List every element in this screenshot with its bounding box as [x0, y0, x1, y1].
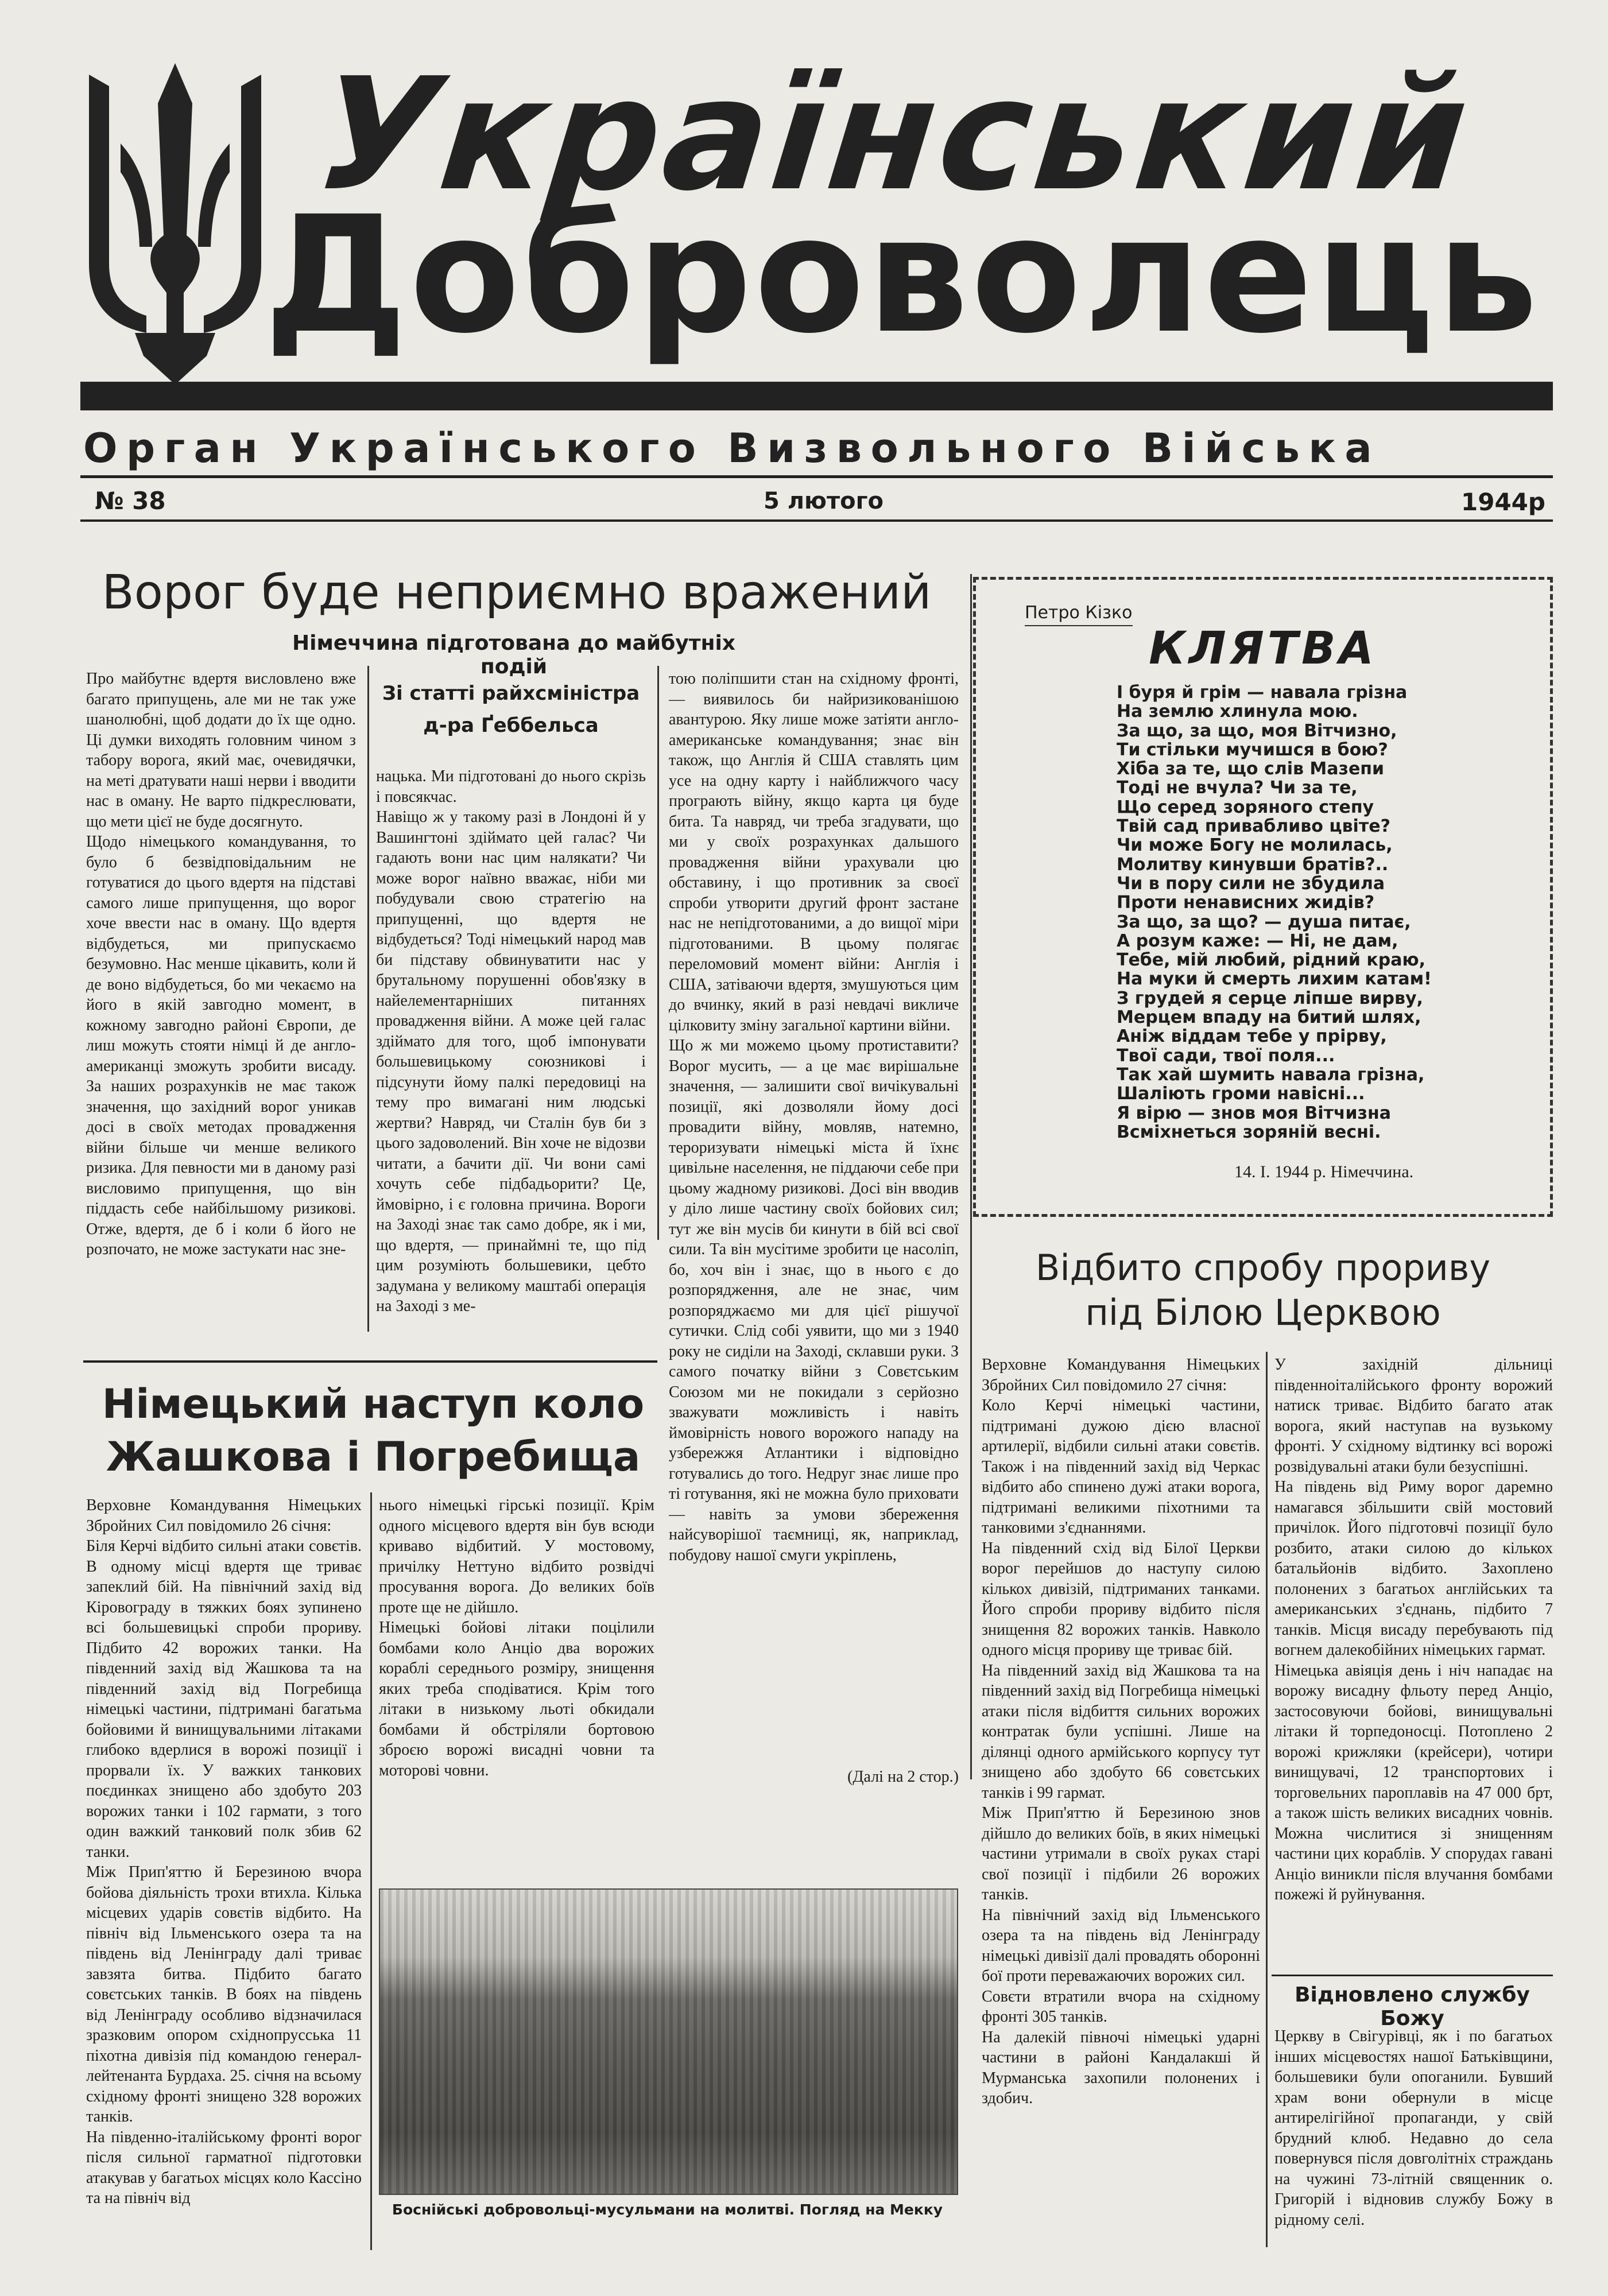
- poem-line: На землю хлинула мою.: [1117, 701, 1358, 722]
- poem-line: Чи в пору сили не збудила: [1117, 873, 1385, 894]
- poem-dateline: 14. I. 1944 р. Німеччина.: [1234, 1162, 1414, 1181]
- column-divider: [1266, 1352, 1268, 2247]
- masthead-title-line2: Доброволець: [264, 182, 1541, 369]
- column-divider: [370, 1492, 372, 2250]
- section-rule: [83, 1360, 657, 1363]
- article1-col3: тою поліпшити стан на східному фронті, — виявилось би найризикованішою авантурою. Яку лише може затіяти англо-американське командування; знає він також, що Англія й США ставлять цим усе на одну карту і найближчого часу програють війну, якщо карта ця буде бита. Та навряд, чи треба згадувати, що ми у своїх розрахунках дальшого провадження війни урахували цю обставину, і що противник за своєї спроби утворити другий фронт застане нас не непідготованими, а до вищої міри підготованими. В цьому полягає переломовий момент війни: Англія і США, затіваючи вдертя, змушуються цим до вчинку, який в разі невдачі викличе цілковиту зміну загальної картини війни. Що ж ми можемо цьому протиставити? Ворог мусить, — а це має вирішальне значення, — залишити свої вичікувальні позиції, які дозволяли йому досі провадити війну, мовляв, натемно, тероризувати німецькі міста й їхнє цивільне населення, не піддаючи себе при цьому жадному ризикові. Досі він вводив у діло лише частину своїх бойових сил; тут же він мусів би кинути в бій всі свої сили. Та він мусітиме зробити це насоліп, бо, хоч він і знає, що в нього є до розпорядження, але не знає, чим розпоряджаємо ми для цієї рішучої сутички. Слід собі уявити, що ми з 1940 року не сиділи на Заході, склавши руки. З самого початку війни з Совєтським Союзом ми не покидали з серйозно зважувати можливість і навіть ймовірність нового ворожого нападу на узбережжя Атлантики і відповідно готувались до того. Недруг знає лише про ті готування, які не можна було приховати — навіть за умови збереження найсуворішої таємниці, як, наприклад, побудову нашої смуги укріплень,: [669, 670, 959, 1564]
- article1-continued: (Далі на 2 стор.): [847, 1768, 959, 1786]
- poem-line: Чи може Богу не молилась,: [1117, 835, 1393, 856]
- article1-subhead: Німеччина підготована до майбутніх подій: [292, 631, 736, 678]
- poem-line: Що серед зоряного степу: [1117, 797, 1374, 817]
- article1-col1: Про майбутнє вдертя висловлено вже багато припущень, але ми не так уже шанолюбні, щоб додати до їх ще одно. Ці думки виходять головним чином з табору ворога, який має, очевидячки, на меті дратувати наші нерви і вводити нас в оману. Не варто підкреслювати, що мети цієї не буде досягнуто. Щодо німецького командування, то було б безвідповідальним не готуватися до цього вдертя на підставі самого лише припущення, що ворог хоче ввести нас в оману. Що вдертя відбудеться, ми припускаємо безумовно. Нас менше цікавить, коли й де воно відбудеться, бо ми чекаємо на його в якій завгодно момент, в кожному завгодно районі Європи, де лиш можуть стояти німці й де англо-американці зможуть зробити висаду. За наших розрахунків не має також значення, що західний ворог уникав досі в своїх методах провадження війни більше чи менше великого ризика. Для певности ми в даному разі висловимо припущення, що він піддасть себе найбільшому ризикові. Отже, вдертя, де б і коли б його не розпочато, не може застукати нас зне-: [86, 670, 356, 1258]
- poem-line: Всміхнеться зоряній весні.: [1117, 1122, 1381, 1142]
- poem-line: Аніж віддам тебе у прірву,: [1117, 1026, 1387, 1047]
- column-divider: [367, 666, 369, 1332]
- date-rule: [80, 519, 1553, 522]
- poem-line: На муки й смерть лихим катам!: [1117, 969, 1432, 990]
- column-divider: [657, 666, 659, 1240]
- article2-headline: [86, 1378, 660, 1483]
- article2-headline-line1: Німецький наступ коло: [102, 1380, 645, 1428]
- article1-headline: Ворог буде неприємно вражений: [102, 565, 932, 620]
- article1-col2: нацька. Ми підготовані до нього скрізь і повсякчас. Навіщо ж у такому разі в Лондоні й у Вашингтоні здіймато цей галас? Чи гадають вони нас цим налякати? Чи може ворог наївно вважає, ніби ми побудували свою стратегію на припущенні, що вдертя не відбудеться? Тоді німецький народ мав би підставу обвинуватити нас у брутальному порушенні обов'язку в найелементарніших питаннях провадження війни. А може цей галас здіймато для того, щоб імпонувати большевицькому союзникові і підсунути йому палкі передовиці на тему про вимагані ним людські жертви? Навряд, чи Сталін був би з цього задоволений. Він хоче не відозви читати, а бачити дії. Чи вони самі хочуть себе підбадьорити? Це, ймовірно, і є головна причина. Вороги на Заході знає так само добре, як і ми, що вдертя, — принаймні те, що під цим розуміють большевики, цебто задумана у великому маштабі операція на Заході з ме-: [376, 767, 646, 1315]
- poem-line: За що, за що? — душа питає,: [1117, 912, 1411, 932]
- issue-number: № 38: [95, 487, 166, 515]
- article3-headline-line2: під Білою Церквою: [1085, 1292, 1441, 1333]
- poem-author: Петро Кізко: [1025, 603, 1133, 626]
- masthead-subtitle: Орган Українського Визвольного Війська: [83, 425, 1381, 472]
- masthead-rule: [80, 382, 1553, 410]
- poem-line: Тоді не вчула? Чи за те,: [1117, 778, 1358, 798]
- article3-headline: [976, 1246, 1550, 1335]
- article1-intro-label: Зі статті райхсміністра д-ра Ґеббельса: [382, 682, 640, 737]
- masthead-title-line1: Український: [309, 44, 1479, 225]
- poem-line: Мерцем впаду на битий шлях,: [1117, 1007, 1421, 1028]
- poem-line: Твої сади, твої поля...: [1117, 1045, 1335, 1066]
- poem-line: З грудей я серце ліпше вирву,: [1117, 988, 1423, 1009]
- poem-line: Так хай шумить навала грізна,: [1117, 1064, 1425, 1085]
- poem-line: За що, за що, моя Вітчизно,: [1117, 720, 1397, 741]
- poem-title: КЛЯТВА: [1149, 623, 1377, 674]
- poem-line: Проти ненависних жидів?: [1117, 893, 1375, 913]
- article2-col2: нього німецькі гірські позиції. Крім одного місцевого вдертя він був всюди криваво відбитий. У мостовому, причілку Неттуно відбито розвідчі просування ворога. До великих боїв проте ще не дійшло. Німецькі бойові літаки поцілили бомбами коло Анціо два ворожих кораблі середнього розміру, знищення яких треба сподіватися. Крім того літаки в низькому льоті обкидали бомбами й обстріляли бортовою зброєю ворожі висадні човни та моторові човни.: [379, 1496, 654, 1779]
- article3-col2: У західній дільниці південноіталійського фронту ворожий натиск триває. Відбито багато атак ворога, який наступав на вузькому фронті. У східному відтинку всі ворожі розвідувальні атаки були безуспішні. На південь від Риму ворог даремно намагався збільшити свій мостовий причілок. Його підготовчі позиції було розбито, атаки силою до кількох батальйонів відбито. Захоплено полонених з багатьох англійських та американських з'єднань, підбито 7 танків. Місця висаду перебувають під вогнем далекобійних німецьких гармат. Німецька авіяція день і ніч нападає на ворожу висадну фльоту перед Анціо, застосовуючи бойові, винищувальні літаки й торпедоносці. Потоплено 2 ворожі крижляки (крейсери), чотири винищувачі, 12 транспортових і торговельних пароплавів на 47 000 брт, а також шість великих висадних човнів. Можна числитися зі знищенням частини цих кораблів. У спорудах гавані Анціо виникли після влучання бомбами пожежі й руйнування.: [1274, 1356, 1553, 1903]
- article3-headline-line1: Відбито спробу прориву: [1035, 1247, 1491, 1289]
- poem-line: Я вірю — знов моя Вітчизна: [1117, 1103, 1391, 1123]
- section-rule: [1272, 1975, 1553, 1976]
- issue-date: 5 лютого: [764, 488, 884, 514]
- article3-col1: Верховне Командування Німецьких Збройних Сил повідомило 27 січня: Коло Керчі німецькі частини, підтримані дужою дією власної артилерії, відбили сильні атаки совєтів. Також і на південний захід від Черкас відбито або спинено дужі атаки ворога, підтримані великими піхотними та танковими з'єднаннями. На південний схід від Білої Церкви ворог перейшов до наступу силою кількох дивізій, підтриманих танками. Його спроби прориву відбито після знищення 82 ворожих танків. Навколо одного місця прориву ще триває бій. На південний захід від Жашкова та на південний захід від Погребища німецькі атаки після відбиття сильних ворожих контратак були успішні. Лише на ділянці одного армійського корпусу тут знищено або здобуто 66 совєтських танків і 99 гармат. Між Прип'яттю й Березиною знов дійшло до великих боїв, в яких німецькі частини утримали в своїх руках старі свої позиції і підбили 26 ворожих танків. На північний захід від Ільменського озера та на південь від Ленінграду німецькі дивізії далі провадять оборонні бої проти переважаючих ворожих сил. Совєти втратили вчора на східному фронті 305 танків. На далекій півночі німецькі ударні частини в районі Кандалакші й Мурманська захопили полонених і здобич.: [982, 1356, 1260, 2107]
- poem-line: А розум каже: — Ні, не дам,: [1117, 930, 1398, 951]
- poem-lines: [1117, 683, 1518, 1142]
- article2-col1: Верховне Командування Німецьких Збройних Сил повідомило 26 січня: Біля Керчі відбито сильні атаки совєтів. В одному місці вдертя ще триває запеклий бій. На північний захід від Кіровограду в тяжких боях зупинено всі большевицькі спроби прориву. Підбито 42 ворожих танки. На південний захід від Жашкова та на південний захід від Погребища німецькі частини, підтримані багатьма бойовими й винищувальними літаками глибоко вдерлися в ворожі позиції і прорвали їх. У важких танкових поєдинках знищено або здобуто 203 ворожих танки і 102 гармати, з того один важкий танковий полк збив 62 танки. Між Прип'яттю й Березиною вчора бойова діяльність трохи втихла. Кілька місцевих ударів совєтів відбито. На північ від Ільменського озера та на південь від Ленінграду далі триває завзята битва. Підбито багато совєтських танків. В боях на південь від Ленінграду особливо відзначилася зразковим опором східнопрусська 11 піхотна дивізія під командою генерал-лейтенанта Бурдаха. 25. січня на всьому східному фронті знищено 328 ворожих танків. На південно-італійському фронті ворог після сильної гарматної підготовки атакував у багатьох місцях коло Кассіно та на північ від: [86, 1496, 362, 2207]
- issue-year: 1944р: [1461, 488, 1545, 516]
- article4-text: Церкву в Свігурівці, як і по багатьох інших місцевостях нашої Батьківщини, большевики були опоганили. Бувший храм вони обернули в місце антирелігійної пропаганди, у свій брудний клюб. Недавно до села повернувся після довголітніх страждань на чужині 73-літній священник о. Григорій і відновив службу Божу в рідному селі.: [1274, 2027, 1553, 2229]
- article4-headline: Відновлено службу Божу: [1295, 1983, 1530, 2030]
- column-divider: [970, 574, 972, 1779]
- subtitle-rule: [80, 475, 1553, 478]
- photo-caption: Боснійські добровольці-мусульмани на молитві. Погляд на Мекку: [392, 2201, 943, 2218]
- poem-line: Тебе, мій любий, рідний краю,: [1117, 950, 1426, 971]
- poem-line: Твій сад привабливо цвіте?: [1117, 816, 1390, 837]
- article2-headline-line2: Жашкова і Погребища: [106, 1433, 641, 1480]
- poem-line: І буря й грім — навала грізна: [1117, 682, 1408, 703]
- tryzub-emblem-icon: [78, 63, 273, 385]
- poem-line: Шаліють громи навісні...: [1117, 1084, 1365, 1104]
- poem-line: Ти стільки мучишся в бою?: [1117, 739, 1388, 760]
- photo-bosnian-volunteers-praying: [379, 1888, 958, 2195]
- poem-line: Молитву кинувши братів?..: [1117, 854, 1389, 875]
- poem-line: Хіба за те, що слів Мазепи: [1117, 759, 1385, 779]
